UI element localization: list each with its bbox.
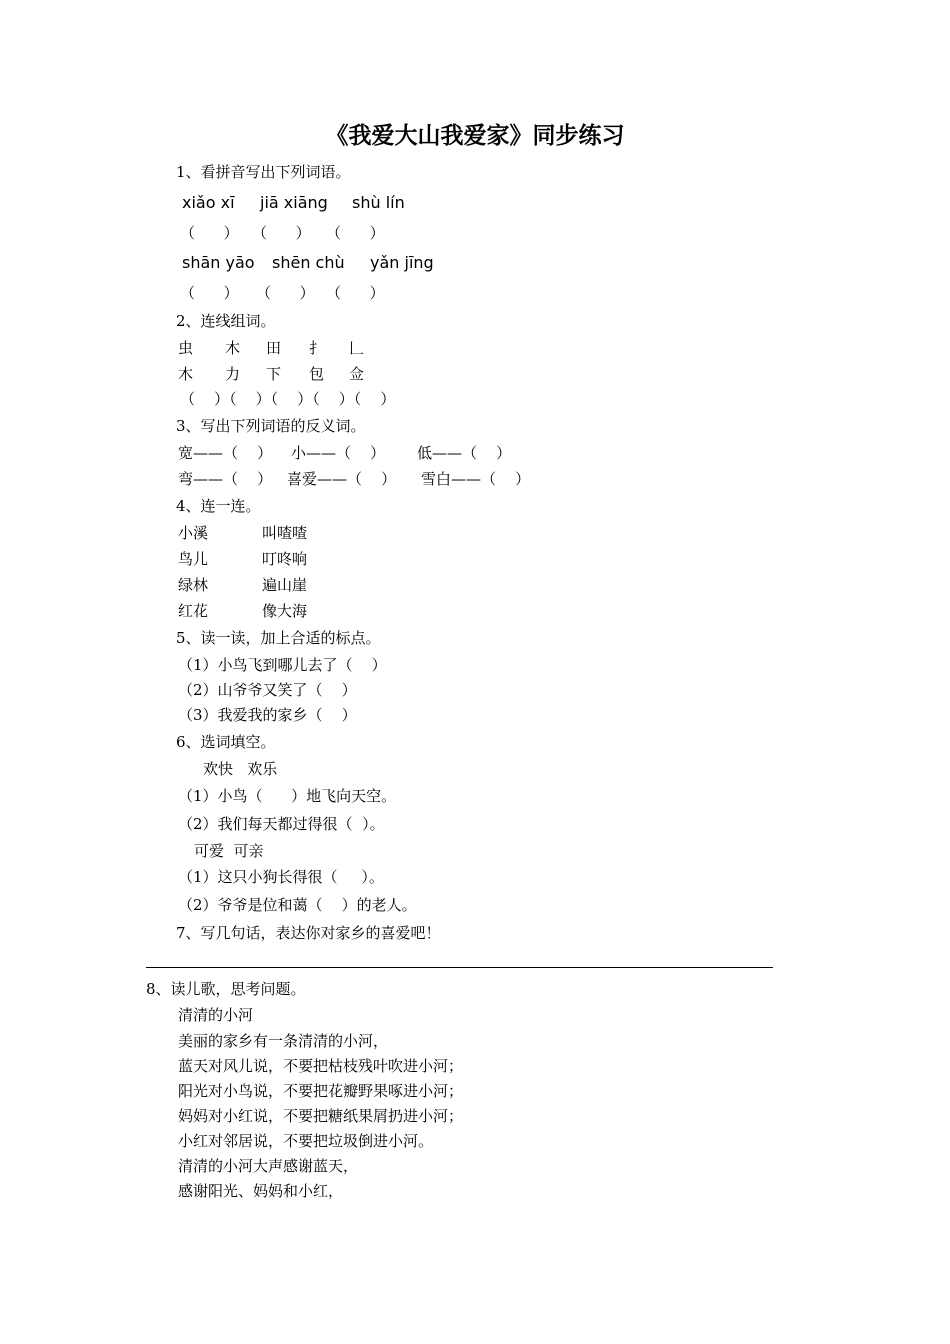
poem-line: 蓝天对风儿说，不要把枯枝残叶吹进小河； xyxy=(178,1057,464,1075)
q1-heading: 1、看拼音写出下列词语。 xyxy=(176,163,351,181)
pinyin-shenchu: shēn chù xyxy=(272,253,345,272)
char-item: 佥 xyxy=(349,365,365,383)
match-left[interactable]: 绿林 xyxy=(178,576,209,594)
punctuation-item[interactable]: （2）山爷爷又笑了（ ） xyxy=(178,681,357,699)
pinyin-xiaoxi: xiǎo xī xyxy=(182,193,235,212)
poem-title: 清清的小河 xyxy=(178,1006,254,1024)
match-left[interactable]: 鸟儿 xyxy=(178,550,209,568)
antonym-item[interactable]: 雪白——（ ） xyxy=(421,470,531,488)
antonym-item[interactable]: 宽——（ ） xyxy=(178,444,273,462)
pinyin-yanjing: yǎn jīng xyxy=(370,253,434,272)
q7-heading: 7、写几句话，表达你对家乡的喜爱吧！ xyxy=(176,924,441,942)
antonym-item[interactable]: 喜爱——（ ） xyxy=(287,470,397,488)
fill-item[interactable]: （2）我们每天都过得很（ ）。 xyxy=(178,815,385,833)
fill-item[interactable]: （1）小鸟（ ）地飞向天空。 xyxy=(178,787,397,805)
answer-blank[interactable]: （ ） xyxy=(252,224,311,242)
answer-blank[interactable]: （ ） xyxy=(326,224,385,242)
q3-heading: 3、写出下列词语的反义词。 xyxy=(176,417,366,435)
pinyin-jiaxiang: jiā xiāng xyxy=(260,193,328,212)
q6-heading: 6、选词填空。 xyxy=(176,733,276,751)
match-left[interactable]: 小溪 xyxy=(178,524,209,542)
antonym-item[interactable]: 低——（ ） xyxy=(417,444,512,462)
poem-line: 感谢阳光、妈妈和小红， xyxy=(178,1182,344,1200)
match-right[interactable]: 叫喳喳 xyxy=(262,524,308,542)
char-item: 扌 xyxy=(309,339,325,357)
char-item: 𠃊 xyxy=(349,339,365,357)
punctuation-item[interactable]: （3）我爱我的家乡（ ） xyxy=(178,706,357,724)
answer-blank[interactable]: （ ） xyxy=(326,284,385,302)
answer-blank[interactable]: （ ） xyxy=(180,284,239,302)
page-title: 《我爱大山我爱家》同步练习 xyxy=(325,123,625,149)
char-item: 包 xyxy=(309,365,325,383)
answer-blanks-row[interactable]: （ ）（ ）（ ）（ ）（ ） xyxy=(180,390,396,408)
match-right[interactable]: 像大海 xyxy=(262,602,308,620)
pinyin-shanyao: shān yāo xyxy=(182,253,255,272)
punctuation-item[interactable]: （1）小鸟飞到哪儿去了（ ） xyxy=(178,656,387,674)
answer-blank[interactable]: （ ） xyxy=(180,224,239,242)
fill-item[interactable]: （1）这只小狗长得很（ ）。 xyxy=(178,868,384,886)
poem-line: 妈妈对小红说，不要把糖纸果屑扔进小河； xyxy=(178,1107,464,1125)
char-item: 田 xyxy=(266,339,282,357)
char-item: 木 xyxy=(178,365,194,383)
match-right[interactable]: 遍山崖 xyxy=(262,576,308,594)
poem-line: 美丽的家乡有一条清清的小河， xyxy=(178,1032,389,1050)
char-item: 木 xyxy=(225,339,241,357)
q8-heading: 8、读儿歌，思考问题。 xyxy=(146,980,306,998)
q5-heading: 5、读一读，加上合适的标点。 xyxy=(176,629,381,647)
poem-line: 清清的小河大声感谢蓝天， xyxy=(178,1157,359,1175)
q2-heading: 2、连线组词。 xyxy=(176,312,276,330)
match-left[interactable]: 红花 xyxy=(178,602,209,620)
char-item: 力 xyxy=(225,365,241,383)
word-choices: 可爱 可亲 xyxy=(194,842,264,860)
char-item: 下 xyxy=(266,365,282,383)
char-item: 虫 xyxy=(178,339,194,357)
poem-line: 阳光对小鸟说，不要把花瓣野果啄进小河； xyxy=(178,1082,464,1100)
match-right[interactable]: 叮咚响 xyxy=(262,550,308,568)
writing-line[interactable] xyxy=(146,967,773,968)
q4-heading: 4、连一连。 xyxy=(176,497,261,515)
word-choices: 欢快 欢乐 xyxy=(203,760,278,778)
fill-item[interactable]: （2）爷爷是位和蔼（ ）的老人。 xyxy=(178,896,417,914)
answer-blank[interactable]: （ ） xyxy=(256,284,315,302)
pinyin-shulin: shù lín xyxy=(352,193,405,212)
poem-line: 小红对邻居说，不要把垃圾倒进小河。 xyxy=(178,1132,434,1150)
antonym-item[interactable]: 弯——（ ） xyxy=(178,470,273,488)
antonym-item[interactable]: 小——（ ） xyxy=(291,444,386,462)
